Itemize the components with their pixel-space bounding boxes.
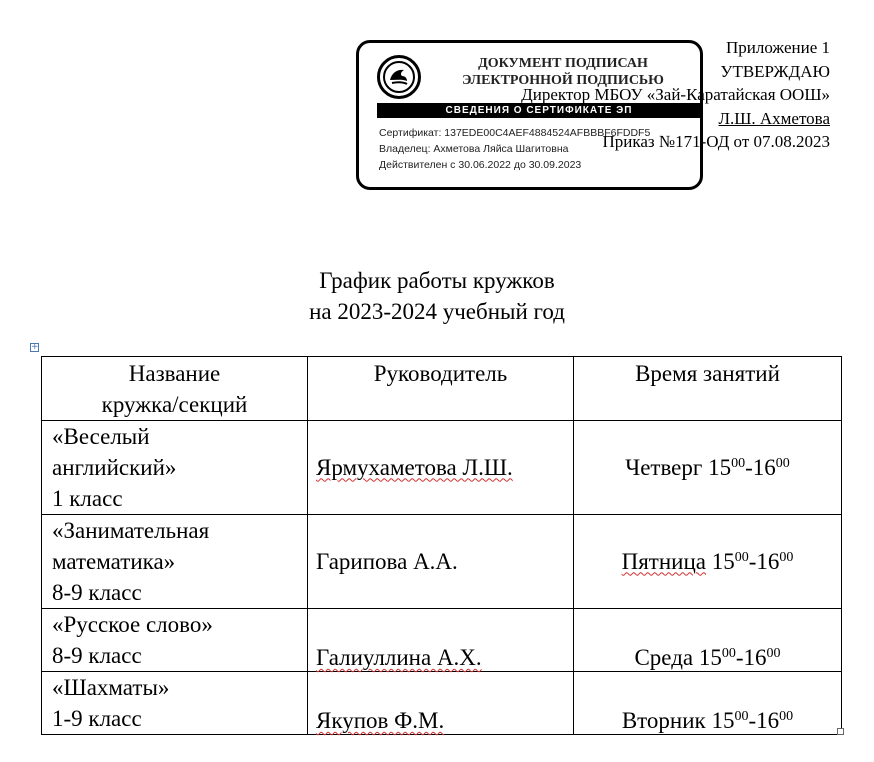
- table-move-handle-icon[interactable]: +: [31, 342, 39, 352]
- stamp-title-line1: ДОКУМЕНТ ПОДПИСАН: [478, 56, 648, 71]
- leader-cell: Галиуллина А.Х.: [308, 609, 574, 672]
- table-row: [42, 672, 842, 735]
- header-club-name: Название кружка/секций: [42, 357, 308, 421]
- table-row: [42, 515, 842, 609]
- club-name-cell: «Занимательная математика» 8-9 класс: [42, 515, 308, 609]
- director-name: Л.Ш. Ахметова: [718, 108, 830, 128]
- table-header-row: [42, 357, 842, 421]
- club-name-cell: «Русское слово» 8-9 класс: [42, 609, 308, 672]
- document-subtitle: на 2023-2024 учебный год: [309, 299, 565, 324]
- approve-label: УТВЕРЖДАЮ: [720, 61, 830, 81]
- document-title: График работы кружков: [319, 268, 555, 293]
- leader-cell: Ярмухаметова Л.Ш.: [308, 421, 574, 515]
- appendix-label: Приложение 1: [726, 38, 830, 57]
- header-time: Время занятий: [574, 357, 842, 421]
- header-leader: Руководитель: [308, 357, 574, 421]
- leader-cell: Якупов Ф.М.: [308, 672, 574, 735]
- stamp-certificate-number: Сертификат: 137EDE00C4AEF4884524AFBBBF6FDDF5: [379, 127, 651, 139]
- time-cell: Пятница $15^{00}-16^{00}$: [574, 515, 842, 609]
- time-cell: Вторник $15^{00}-16^{00}$: [574, 672, 842, 735]
- stamp-title-line2: ЭЛЕКТРОННОЙ ПОДПИСЬЮ: [462, 73, 664, 88]
- stamp-certificate-bar: СВЕДЕНИЯ О СЕРТИФИКАТЕ ЭП: [377, 103, 701, 118]
- club-name-cell: «Шахматы» 1-9 класс: [42, 672, 308, 735]
- stamp-validity: Действителен с 30.06.2022 до 30.09.2023: [379, 159, 582, 171]
- table-row: [42, 609, 842, 672]
- director-title: Директор МБОУ «Зай-Каратайская ООШ»: [521, 85, 830, 104]
- table-row: [42, 421, 842, 515]
- order-reference: Приказ №171-ОД от 07.08.2023: [602, 132, 830, 151]
- club-name-cell: «Веселый английский» 1 класс: [42, 421, 308, 515]
- time-cell: Среда $15^{00}-16^{00}$: [574, 609, 842, 672]
- table-resize-handle-icon[interactable]: [837, 728, 844, 735]
- stamp-owner: Владелец: Ахметова Ляйса Шагитовна: [379, 143, 569, 155]
- leader-cell: Гарипова А.А.: [308, 515, 574, 609]
- schedule-table: [41, 356, 842, 735]
- approval-block: [521, 36, 830, 154]
- emblem-icon: [377, 55, 421, 99]
- time-cell: Четверг $15^{00}-16^{00}$: [574, 421, 842, 515]
